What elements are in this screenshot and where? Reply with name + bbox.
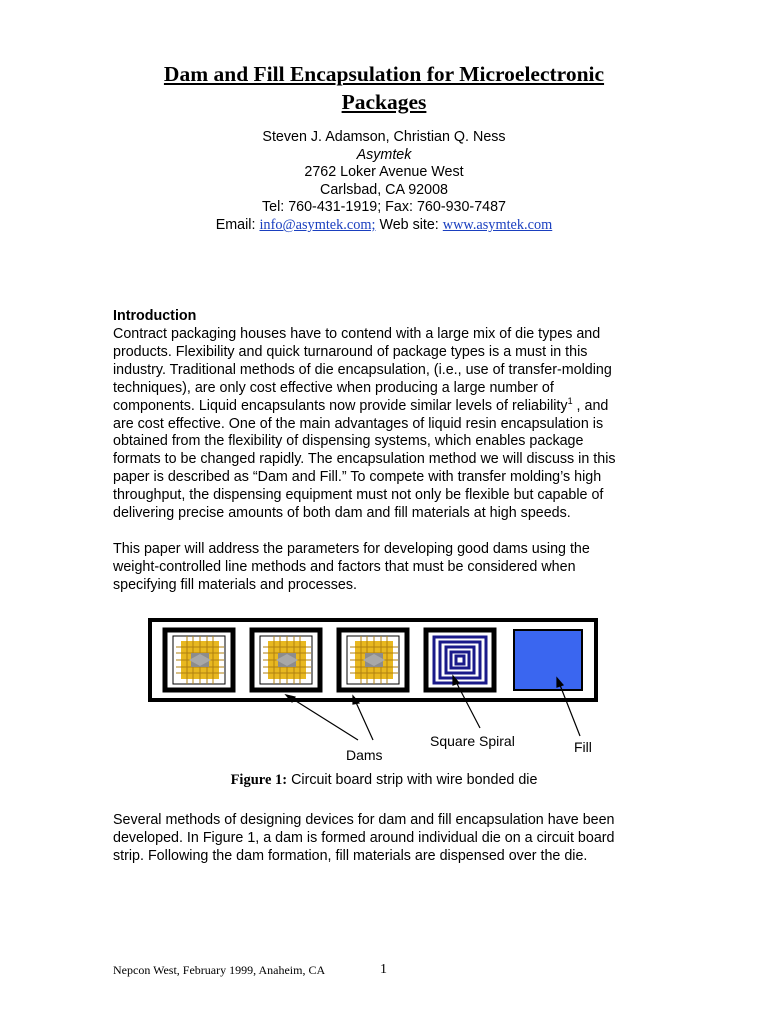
text-line: Several methods of designing devices for dam and fill encapsulation have been	[113, 812, 615, 828]
text-line: techniques), are only cost effective when producing a large number of	[113, 379, 554, 396]
text-line: weight-controlled line methods and factors that must be considered when	[113, 558, 576, 575]
caption-label: Figure 1:	[230, 772, 288, 788]
footer-conference: Nepcon West, February 1999, Anaheim, CA	[113, 963, 326, 977]
text-fragment: , and	[572, 397, 609, 414]
text-line: This paper will address the parameters for developing good dams using the	[113, 541, 590, 557]
body-paragraph-3	[113, 812, 658, 866]
city-address: Carlsbad, CA 92008	[320, 181, 448, 198]
dams-arrow-1	[288, 696, 358, 740]
text-line: throughput, the dispensing equipment must not only be flexible but capable of	[113, 487, 604, 504]
footnote-ref[interactable]: 1	[567, 395, 573, 406]
text-line: obtained from the flexibility of dispensing systems, which enables package	[113, 433, 584, 450]
text-line	[113, 395, 658, 416]
introduction-paragraph-2	[113, 541, 658, 595]
dams-arrow-2	[354, 698, 373, 740]
paper-title	[100, 60, 668, 116]
text-fragment: components. Liquid encapsulants now provide similar levels of reliability	[113, 397, 568, 414]
figure-1-diagram	[148, 618, 608, 768]
square-spiral-dam	[426, 630, 494, 690]
introduction-heading: Introduction	[113, 308, 197, 324]
title-line-2: Packages	[341, 90, 427, 114]
phone-fax: Tel: 760-431-1919; Fax: 760-930-7487	[261, 199, 506, 216]
text-line: Contract packaging houses have to contend with a large mix of die types and	[113, 326, 601, 342]
author-names: Steven J. Adamson, Christian Q. Ness	[262, 129, 506, 145]
square-spiral-label: Square Spiral	[430, 733, 515, 749]
text-line: strip. Following the dam formation, fill materials are dispensed over the die.	[113, 847, 588, 864]
text-line: delivering precise amounts of both dam and fill materials at high speeds.	[113, 505, 571, 522]
dam-die-3	[339, 630, 407, 690]
email-link[interactable]: info@asymtek.com;	[259, 216, 376, 233]
title-line-1: Dam and Fill Encapsulation for Microelectronic	[163, 62, 605, 86]
text-line: industry. Traditional methods of die encapsulation, (i.e., use of transfer-molding	[113, 361, 612, 378]
website-link[interactable]: www.asymtek.com	[442, 216, 553, 233]
page-number: 1	[380, 962, 387, 977]
introduction-paragraph-1	[113, 326, 658, 523]
text-line: developed. In Figure 1, a dam is formed around individual die on a circuit board	[113, 829, 615, 846]
company-name: Asymtek	[356, 146, 412, 163]
text-line: are cost effective. One of the main advantages of liquid resin encapsulation is	[113, 415, 604, 432]
fill-label: Fill	[574, 739, 592, 755]
contact-links	[100, 217, 668, 235]
dams-label: Dams	[346, 747, 383, 763]
text-line: paper is described as “Dam and Fill.” To compete with transfer molding’s high	[113, 469, 602, 486]
caption-text: Circuit board strip with wire bonded die	[287, 772, 538, 788]
text-line: formats to be changed rapidly. The encapsulation method we will discuss in this	[113, 451, 616, 468]
text-line: specifying fill materials and processes.	[113, 576, 357, 593]
fill-area	[514, 630, 582, 690]
email-label: Email:	[215, 216, 256, 233]
dam-die-1	[165, 630, 233, 690]
author-block	[100, 129, 668, 235]
text-line: products. Flexibility and quick turnaround of package types is a must in this	[113, 343, 588, 360]
web-label: Web site:	[379, 216, 439, 233]
figure-1-caption	[100, 772, 668, 789]
street-address: 2762 Loker Avenue West	[304, 164, 464, 181]
dam-die-2	[252, 630, 320, 690]
